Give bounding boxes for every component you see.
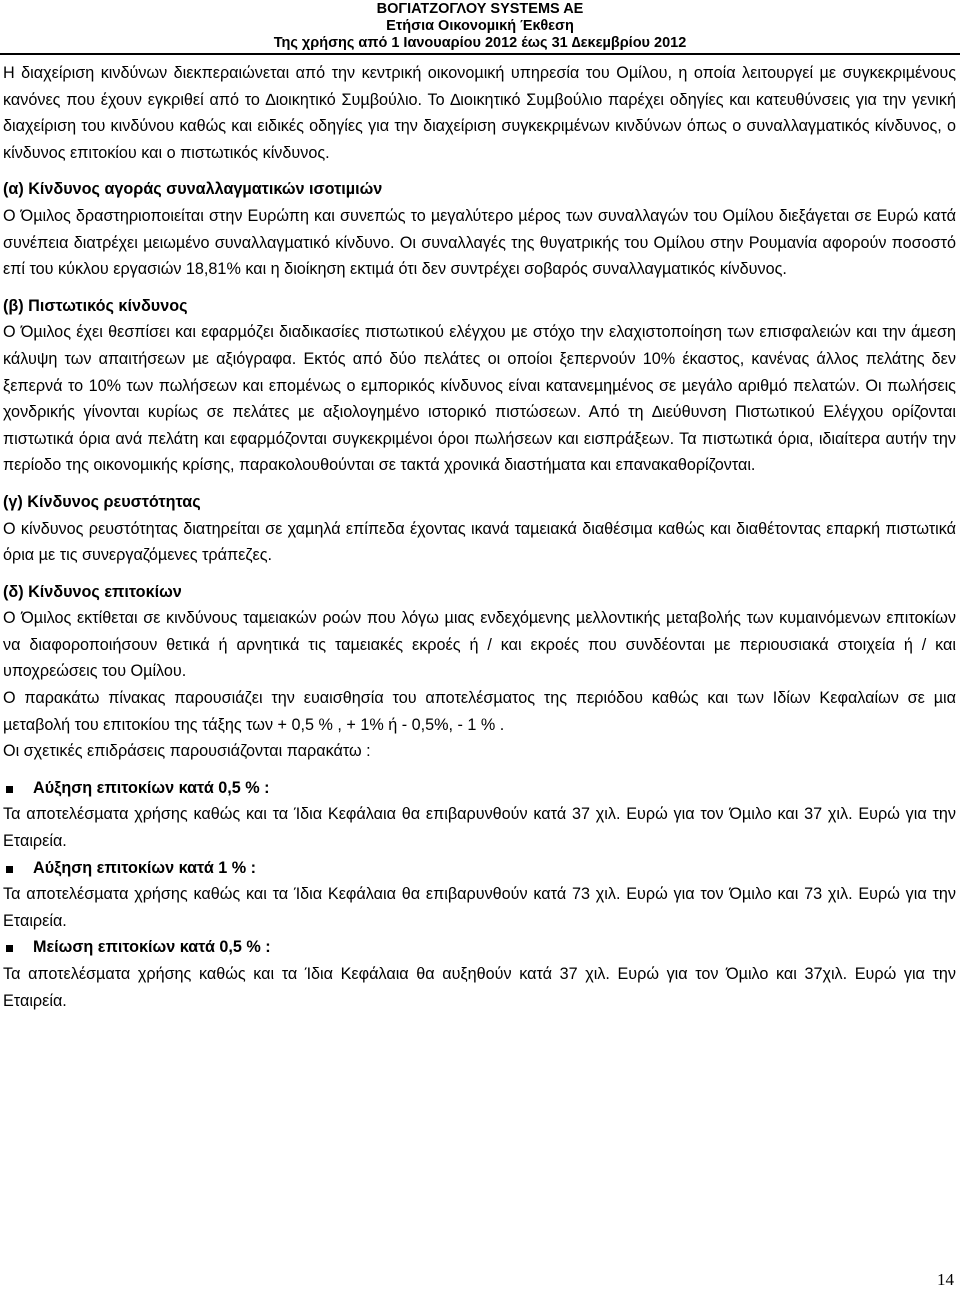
scenario-label: Αύξηση επιτοκίων κατά 0,5 % :: [33, 778, 270, 797]
header-divider: [0, 53, 960, 55]
section-c-heading: (γ) Κίνδυνος ρευστότητας: [3, 492, 201, 511]
section-a-heading: (α) Κίνδυνος αγοράς συναλλαγµατικών ισοτιµιών: [3, 180, 383, 199]
scenario-bullet: [3, 934, 956, 961]
page-header: [0, 0, 960, 52]
scenario-text: Τα αποτελέσµατα χρήσης καθώς και τα Ίδια Κεφάλαια θα επιβαρυνθούν κατά 73 χιλ. Ευρώ για τον Όµιλο και 73 χιλ. Ευρώ για την Εταιρεία.: [3, 885, 956, 930]
square-bullet-icon: [6, 866, 13, 873]
scenario-bullet: [3, 855, 956, 882]
company-name: ΒΟΓΙΑΤΖΟΓΛΟΥ SYSTEMS AE: [376, 1, 584, 17]
section-c-text: Ο κίνδυνος ρευστότητας διατηρείται σε χαµηλά επίπεδα έχοντας ικανά ταµειακά διαθέσιµα καθώς και διαθέτοντας επαρκή πιστωτικά όρια µε τις συνεργαζόµενες τράπεζες.: [3, 519, 956, 565]
report-title: Ετήσια Οικονοµική Έκθεση: [386, 18, 574, 34]
scenario-label: Αύξηση επιτοκίων κατά 1 % :: [33, 858, 257, 877]
scenario-text: Τα αποτελέσµατα χρήσης καθώς και τα Ίδια Κεφάλαια θα επιβαρυνθούν κατά 37 χιλ. Ευρώ για τον Όµιλο και 37 χιλ. Ευρώ για την Εταιρεία.: [3, 805, 956, 851]
square-bullet-icon: [6, 945, 13, 952]
page-number: 14: [937, 1270, 954, 1289]
section-a-text: Ο Όµιλος δραστηριοποιείται στην Ευρώπη και συνεπώς το µεγαλύτερο µέρος των συναλλαγών του Οµίλου διεξάγεται σε Ευρώ κατά συνέπεια διατρέχει µειωµένο συναλλαγµατικό κίνδυνο. Οι συναλλαγές της θυγατρικής του Οµίλου στην Ρουµανία αφορούν ποσοστό επί του κύκλου εργασιών 18,81% και η διοίκηση εκτιµά ότι δεν συντρέχει σοβαρός συναλλαγµατικός κίνδυνος.: [3, 206, 956, 279]
section-d-text: Ο Όµιλος εκτίθεται σε κινδύνους ταµειακών ροών που λόγω µιας ενδεχόµενης µελλοντικής µεταβολής των κυµαινόµενων επιτοκίων να διαφοροποιήσουν θετικά ή αρνητικά τις ταµειακές εκροές ή / και εκροές που συνδέονται µε περιουσιακά στοιχεία ή / και υποχρεώσεις του Οµίλου.: [3, 609, 956, 681]
section-b-heading: (β) Πιστωτικός κίνδυνος: [3, 296, 188, 315]
square-bullet-icon: [6, 786, 13, 793]
section-d-heading: (δ) Κίνδυνος επιτοκίων: [3, 582, 182, 601]
intro-paragraph: Η διαχείριση κινδύνων διεκπεραιώνεται από την κεντρική οικονοµική υπηρεσία του Οµίλου, η οποία λειτουργεί µε συγκεκριµένους κανόνες που έχουν εγκριθεί από το ∆ιοικητικό Συµβούλιο. Το ∆ιοικητικό Συµβούλιο παρέχει οδηγίες και κατευθύνσεις για την γενική διαχείριση του κινδύνου καθώς και ειδικές οδηγίες για την διαχείριση συγκεκριµένων κινδύνων όπως ο συναλλαγµατικός κίνδυνος, ο κίνδυνος επιτοκίου και ο πιστωτικός κίνδυνος.: [3, 64, 956, 162]
scenario-label: Μείωση επιτοκίων κατά 0,5 % :: [33, 938, 271, 957]
section-b-text: Ο Όµιλος έχει θεσπίσει και εφαρµόζει διαδικασίες πιστωτικού ελέγχου µε στόχο την ελαχιστοποίηση των επισφαλειών και την άµεση κάλυψη των απαιτήσεων µε αξιόγραφα. Εκτός από δύο πελάτες οι οποίοι ξεπερνούν 10% έκαστος, κανένας άλλος πελάτης δεν ξεπερνά το 10% των πωλήσεων και εποµένως ο εµπορικός κίνδυνος είναι κατανεµηµένος σε µεγάλο αριθµό πελατών. Οι πωλήσεις χονδρικής γίνονται κυρίως σε πελάτες µε αξιολογηµένο ιστορικό πιστώσεων. Από τη ∆ιεύθυνση Πιστωτικού Ελέγχου ορίζονται πιστωτικά όρια ανά πελάτη και εφαρµόζονται συγκεκριµένοι όροι πωλήσεων και εισπράξεων. Τα πιστωτικά όρια, ιδιαίτερα αυτήν την περίοδο της οικονοµικής κρίσης, παρακολουθούνται σε τακτά χρονικά διαστήµατα και επανακαθορίζονται.: [3, 323, 956, 475]
report-period: Της χρήσης από 1 Ιανουαρίου 2012 έως 31 ∆εκεµβρίου 2012: [273, 35, 687, 51]
sensitivity-table-note: Ο παρακάτω πίνακας παρουσιάζει την ευαισθησία του αποτελέσµατος της περιόδου καθώς και των Ιδίων Κεφαλαίων σε µια µεταβολή του επιτοκίου της τάξης των + 0,5 % , + 1% ή - 0,5%, - 1 % .: [3, 689, 956, 734]
document-body: [3, 60, 956, 1014]
effects-intro: Οι σχετικές επιδράσεις παρουσιάζονται παρακάτω :: [3, 742, 371, 761]
scenario-bullet: [3, 775, 956, 802]
scenario-text: Τα αποτελέσµατα χρήσης καθώς και τα Ίδια Κεφάλαια θα αυξηθούν κατά 37 χιλ. Ευρώ για τον Όµιλο και 37χιλ. Ευρώ για την Εταιρεία.: [3, 965, 956, 1010]
